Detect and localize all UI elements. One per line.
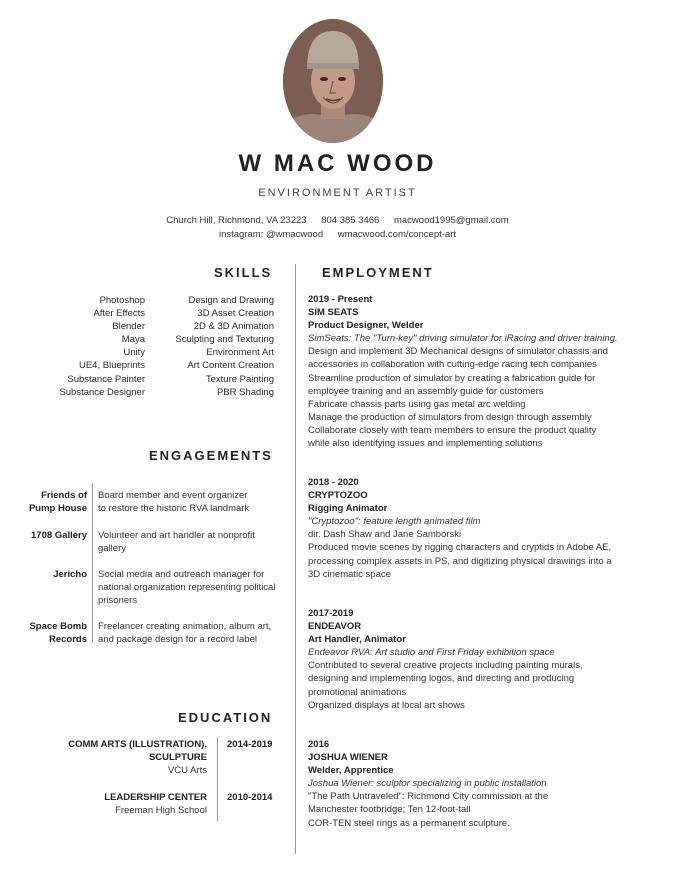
skill-item: Photoshop [99,295,145,306]
degree-title: LEADERSHIP CENTER [104,792,207,803]
skill-item: Substance Designer [59,386,145,398]
engagement-org-line: Pump House [28,503,87,515]
job-duty: accessories in collaboration with cutting-edge racing tech companies [308,359,597,371]
job-company: ENDEAVOR [308,621,362,633]
job-entry [308,476,648,581]
engagement-desc [98,620,290,646]
skill-item: Design and Drawing [188,295,274,306]
engagement-desc-line: Board member and event organizer [98,490,248,501]
degree-block [40,738,207,777]
education-dates: 2010-2014 [227,792,273,803]
job-dates: 2016 [308,739,330,750]
engagement-org-line: Records [48,634,87,646]
job-role: Welder, Apprentice [308,765,394,777]
email-link[interactable]: macwood1995@gmail.com [393,215,509,226]
skill-item: Blender [112,321,145,333]
job-role: Art Handler, Animator [308,634,406,646]
engagement-desc-line: prisoners [98,595,138,607]
degree-block [40,791,207,817]
engagements-divider [92,483,93,643]
job-duty: Streamline production of simulator by creating a fabrication guide for [308,372,596,384]
job-duty: COR-TEN steel rings as a permanent sculpture. [308,817,510,829]
job-duty: Manage the production of simulators from design through assembly [308,411,592,423]
software-list [30,294,145,399]
degree-title: COMM ARTS (ILLUSTRATION), [68,739,207,750]
job-duty: while also identifying issues and implementing solutions [308,438,543,450]
job-entry [308,293,648,450]
job-dates: 2019 - Present [308,294,373,305]
contact-line-1 [0,215,675,226]
skill-item: PBR Shading [216,386,274,398]
job-duty: processing complex assets in PS, and digitizing physical drawings into a [308,555,612,567]
job-duty: Organized displays at local art shows [308,699,465,711]
engagement-desc-line: Social media and outreach manager for [98,569,265,580]
school-name: Freeman High School [115,805,207,817]
engagement-desc [98,489,290,515]
skill-item: Sculpting and Texturing [175,334,274,346]
job-company: JOSHUA WIENER [308,752,388,764]
job-summary: Endeavor RVA: Art studio and First Friday exhibition space [308,647,555,659]
job-entry [308,607,648,712]
job-summary: SimSeats: The "Turn-key" driving simulator for iRacing and driver training. [308,333,618,345]
job-duty: Contributed to several creative projects including painting murals, [308,660,583,672]
engagement-org [0,568,87,581]
skill-item: Substance Painter [67,373,145,385]
job-company: SIM SEATS [308,307,359,319]
skill-item: Environment Art [206,347,274,359]
employment-heading: EMPLOYMENT [322,265,434,280]
engagements-heading: ENGAGEMENTS [149,448,273,463]
degree-title: SCULPTURE [148,752,207,764]
job-role: Rigging Animator [308,503,388,515]
job-dates: 2017-2019 [308,608,354,619]
job-duty: Fabricate chassis parts using gas metal arc welding [308,398,526,410]
engagement-org [0,489,87,515]
engagement-desc-line: to restore the historic RVA landmark [98,503,250,515]
engagement-org-line: Jericho [53,569,87,580]
skill-item: Art Content Creation [187,360,274,372]
engagement-desc-line: and package design for a record label [98,634,257,646]
candidate-name: W MAC WOOD [238,150,437,177]
abilities-list [150,294,274,399]
job-summary: "Cryptozoo": feature length animated film [308,516,481,528]
skill-item: Maya [121,334,145,346]
column-divider [295,264,296,854]
education-dates: 2014-2019 [227,739,273,750]
engagement-org-line: 1708 Gallery [31,530,87,541]
engagement-org-line: Friends of [41,490,87,501]
skill-item: 2D & 3D Animation [193,321,274,333]
education-heading: EDUCATION [178,710,273,725]
job-title: ENVIRONMENT ARTIST [258,187,417,199]
engagement-desc-line: gallery [98,543,126,555]
address: Church Hill, Richmond, VA 23223 [166,215,307,226]
job-duty: Collaborate closely with team members to ensure the product quality [308,424,597,436]
job-duty: Manchester footbridge; Ten 12-foot-tall [308,804,471,816]
contact-line-2 [0,229,675,240]
instagram-handle[interactable]: instagram: @wmacwood [218,229,324,240]
engagement-desc-line: national organization representing political [98,582,276,594]
skill-item: Texture Painting [205,373,274,385]
job-duty: "The Path Untraveled": Richmond City commission at the [308,791,549,803]
education-divider [217,737,218,821]
engagement-desc-line: Freelancer creating animation, album art, [98,621,272,632]
phone: 804 385 3466 [321,215,380,226]
job-duty: promotional animations [308,686,407,698]
job-dates: 2018 - 2020 [308,477,359,488]
engagement-desc [98,568,290,607]
engagement-org-line: Space Bomb [29,621,87,632]
job-summary: Joshua Wiener: sculptor specializing in public installation [308,778,547,790]
job-role: Product Designer, Welder [308,320,424,332]
job-duty: employee training and an assembly guide for customers [308,385,544,397]
engagement-org [0,620,87,646]
job-duty: dir. Dash Shaw and Jane Samborski [308,529,462,541]
job-duty: 3D cinematic space [308,568,391,580]
job-duty: Produced movie scenes by rigging characters and cryptids in Adobe AE, [308,542,612,554]
engagement-desc [98,529,290,555]
job-duty: Design and implement 3D Mechanical designs of simulator chassis and [308,346,608,358]
skill-item: 3D Asset Creation [197,308,274,320]
skill-item: After Effects [93,308,145,320]
job-company: CRYPTOZOO [308,490,368,502]
job-entry [308,738,648,830]
skill-item: UE4, Blueprints [78,360,145,372]
website-link[interactable]: wmacwood.com/concept-art [337,229,457,240]
skill-item: Unity [123,347,145,359]
job-duty: designing and implementing logos, and directing and producing [308,673,575,685]
engagement-desc-line: Volunteer and art handler at nonprofit [98,530,255,541]
portrait-avatar [283,19,383,143]
skills-heading: SKILLS [214,265,273,280]
engagement-org [0,529,87,542]
school-name: VCU Arts [167,765,207,777]
